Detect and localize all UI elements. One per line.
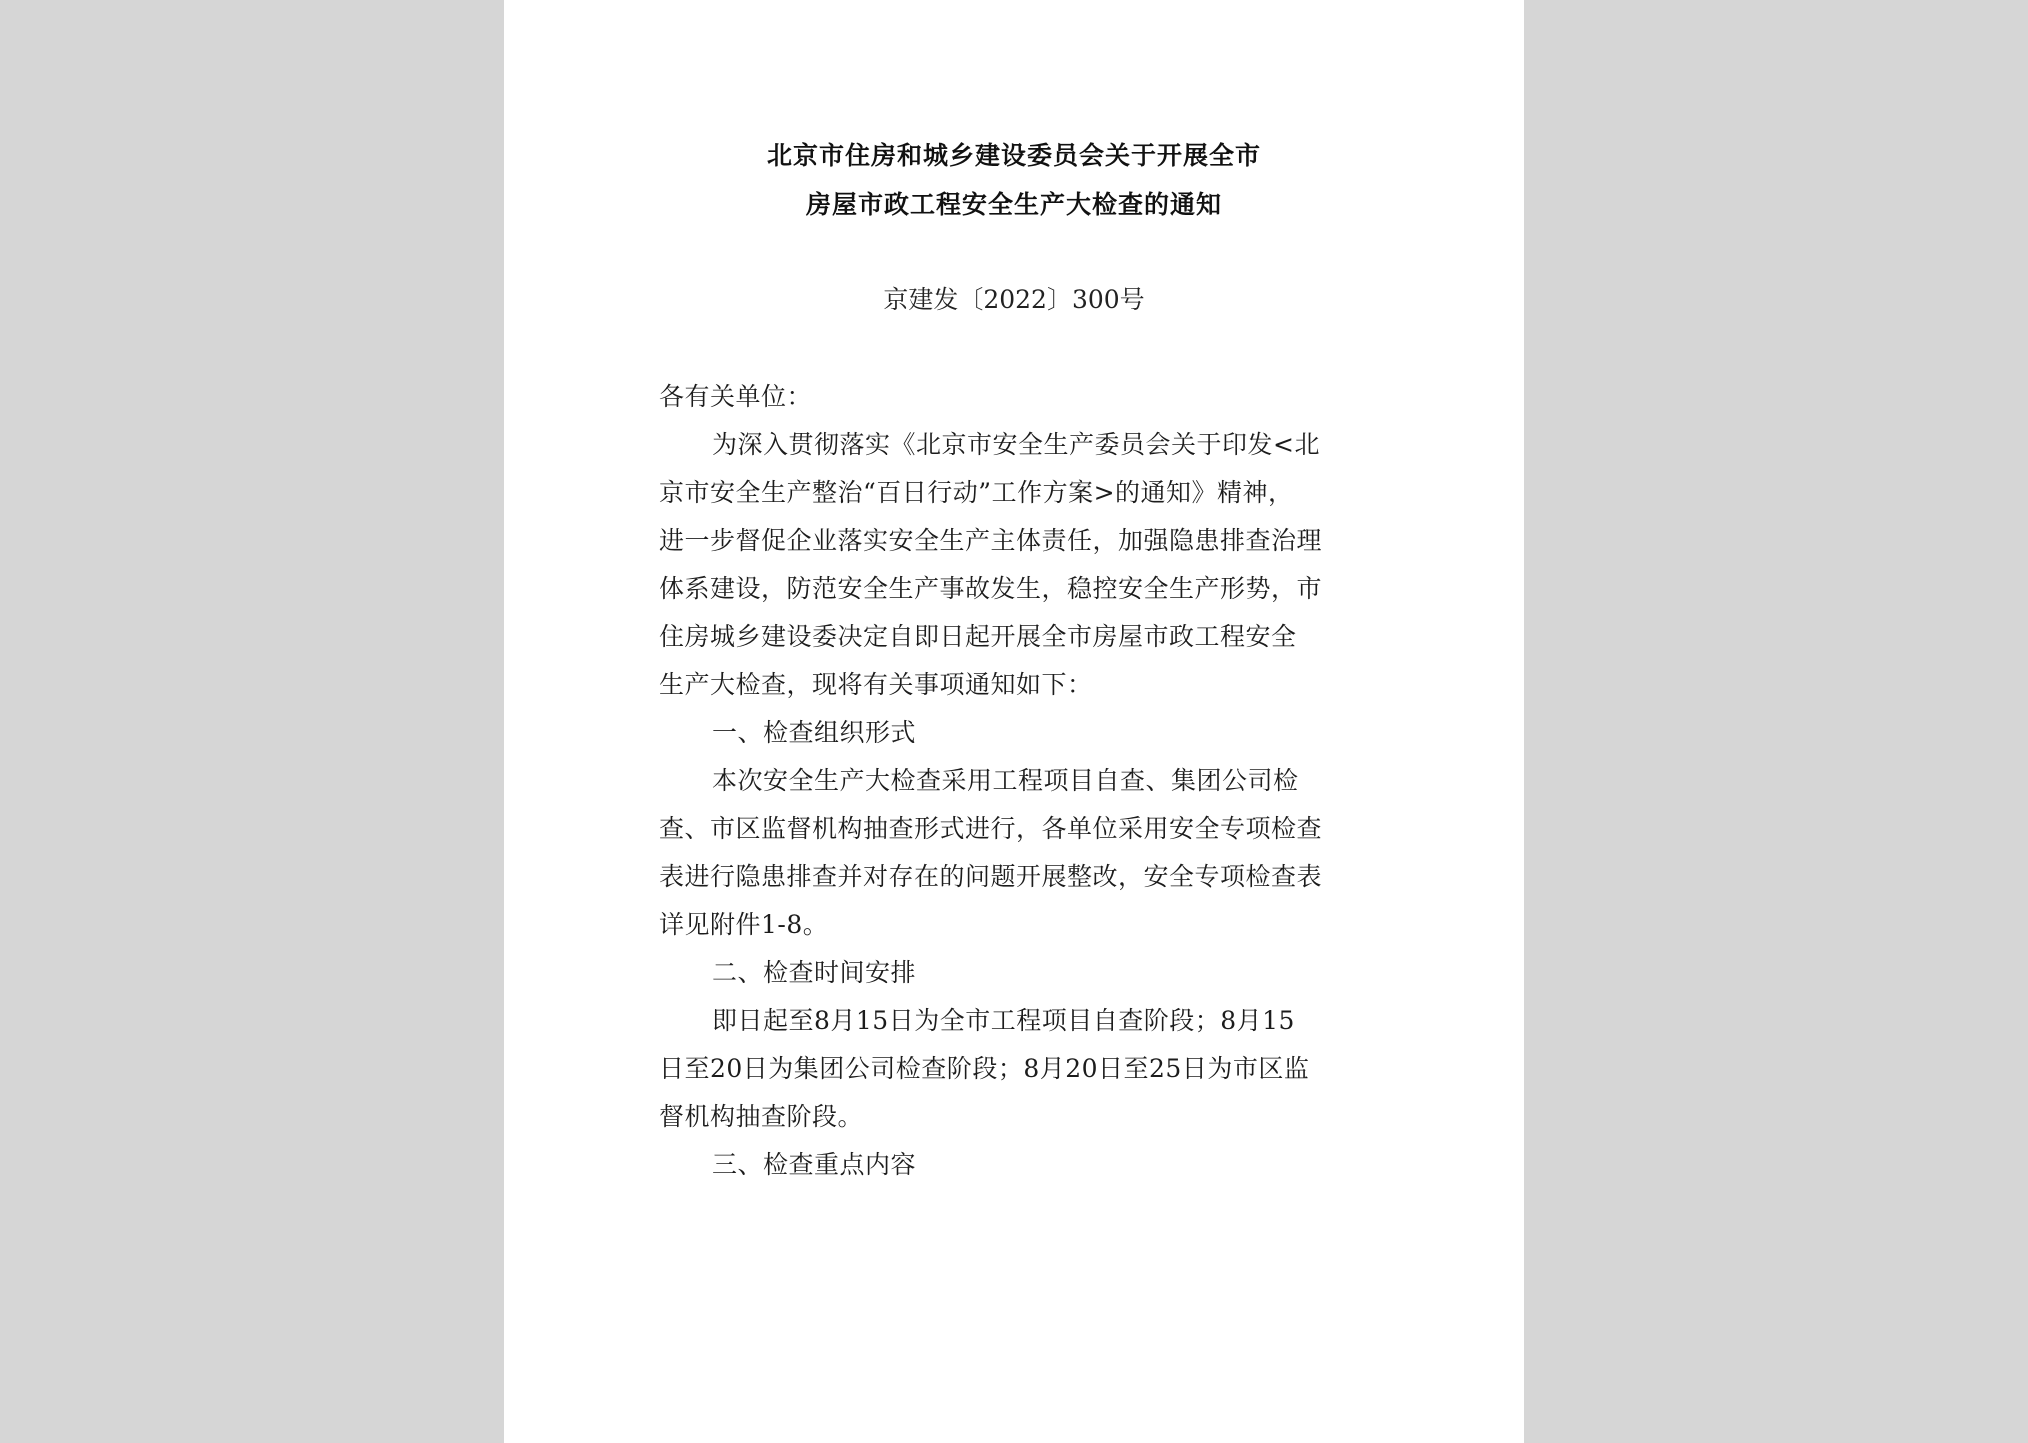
- body-line: 督机构抽查阶段。: [659, 1102, 864, 1131]
- salutation: 各有关单位：: [659, 382, 813, 411]
- body-line: 为深入贯彻落实《北京市安全生产委员会关于印发<北: [712, 430, 1320, 459]
- body-line: 日至20日为集团公司检查阶段；8月20日至25日为市区监: [659, 1054, 1310, 1083]
- document-title-line-1: 北京市住房和城乡建设委员会关于开展全市: [766, 141, 1261, 170]
- body-line: 本次安全生产大检查采用工程项目自查、集团公司检: [712, 766, 1299, 795]
- body-line: 查、市区监督机构抽查形式进行，各单位采用安全专项检查: [659, 814, 1323, 843]
- body-line: 生产大检查，现将有关事项通知如下：: [659, 670, 1093, 699]
- body-line: 即日起至8月15日为全市工程项目自查阶段；8月15: [712, 1006, 1295, 1035]
- body-line: 进一步督促企业落实安全生产主体责任，加强隐患排查治理: [659, 526, 1323, 555]
- document-page: [504, 0, 1524, 1443]
- body-line: 详见附件1-8。: [659, 910, 829, 939]
- body-line: 表进行隐患排查并对存在的问题开展整改，安全专项检查表: [659, 862, 1323, 891]
- body-line: 体系建设，防范安全生产事故发生，稳控安全生产形势，市: [659, 574, 1323, 603]
- section-heading-2: 二、检查时间安排: [712, 958, 917, 987]
- body-line: 京市安全生产整治“百日行动”工作方案>的通知》精神，: [659, 478, 1294, 507]
- body-line: 住房城乡建设委决定自即日起开展全市房屋市政工程安全: [659, 622, 1297, 651]
- document-number: 京建发〔2022〕300号: [883, 285, 1145, 314]
- section-heading-1: 一、检查组织形式: [712, 718, 917, 747]
- section-heading-3: 三、检查重点内容: [712, 1150, 917, 1179]
- document-title-line-2: 房屋市政工程安全生产大检查的通知: [805, 190, 1222, 219]
